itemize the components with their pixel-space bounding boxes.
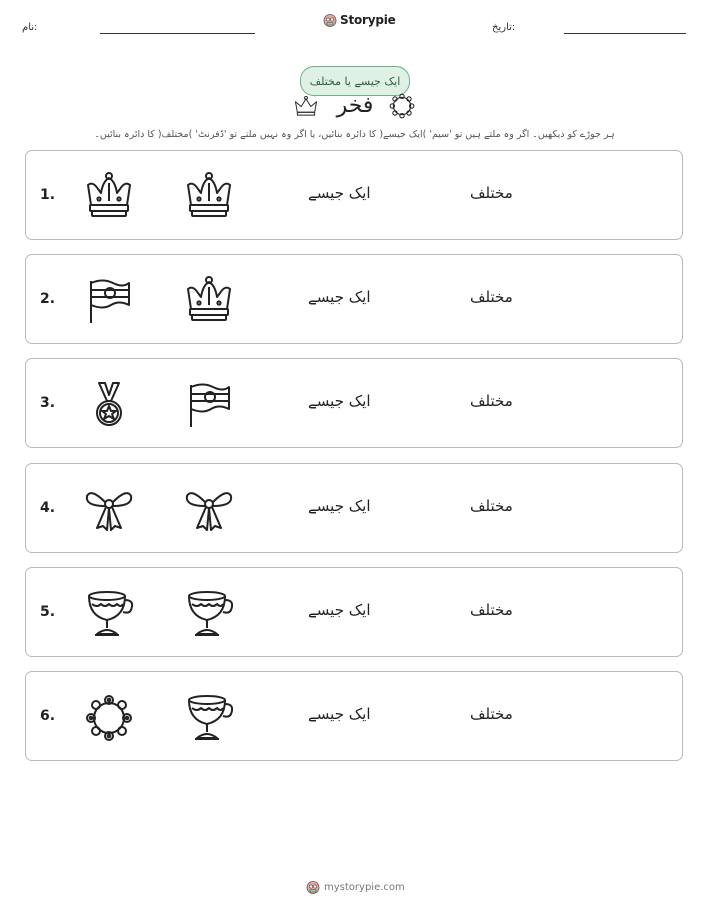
question-row (25, 254, 683, 344)
question-row (25, 150, 683, 240)
storypie-logo-icon (306, 880, 320, 894)
option-same[interactable]: ایک جیسے (308, 288, 371, 306)
wreath-icon (388, 92, 416, 120)
trophy-cup-icon (183, 692, 235, 742)
trophy-cup-icon (183, 588, 235, 638)
crown-icon (83, 171, 135, 221)
medal-icon (83, 379, 135, 429)
option-same[interactable]: ایک جیسے (308, 497, 371, 515)
question-number: 4. (40, 500, 56, 516)
option-different[interactable]: مختلف (470, 497, 513, 515)
worksheet-badge: ایک جیسے یا مختلف (300, 66, 410, 96)
name-line[interactable] (100, 33, 255, 34)
date-label: تاریخ: (492, 22, 516, 33)
option-different[interactable]: مختلف (470, 705, 513, 723)
trophy-cup-icon (83, 588, 135, 638)
flag-icon (83, 275, 135, 325)
question-number: 6. (40, 708, 56, 724)
question-number: 5. (40, 604, 56, 620)
option-different[interactable]: مختلف (470, 392, 513, 410)
worksheet-title: فخر (336, 93, 374, 118)
question-row (25, 358, 683, 448)
option-same[interactable]: ایک جیسے (308, 184, 371, 202)
brand (323, 13, 396, 27)
storypie-logo-icon (323, 13, 337, 27)
question-number: 2. (40, 291, 56, 307)
footer (306, 880, 405, 894)
wreath-icon (83, 692, 135, 742)
bow-icon (183, 484, 235, 534)
option-same[interactable]: ایک جیسے (308, 392, 371, 410)
question-number: 3. (40, 395, 56, 411)
question-number: 1. (40, 187, 56, 203)
option-different[interactable]: مختلف (470, 601, 513, 619)
option-different[interactable]: مختلف (470, 288, 513, 306)
crown-icon (183, 171, 235, 221)
crown-icon (183, 275, 235, 325)
flag-icon (183, 379, 235, 429)
date-line[interactable] (564, 33, 686, 34)
name-label: نام: (22, 22, 38, 33)
option-same[interactable]: ایک جیسے (308, 601, 371, 619)
option-same[interactable]: ایک جیسے (308, 705, 371, 723)
question-row (25, 671, 683, 761)
brand-name: Storypie (340, 13, 396, 27)
question-row (25, 567, 683, 657)
question-row (25, 463, 683, 553)
bow-icon (83, 484, 135, 534)
instruction-text: ہر جوڑے کو دیکھیں۔ اگر وہ ملتے ہیں تو 'سیم' )ایک جیسے( کا دائرہ بنائیں، یا اگر وہ نہیں ملتے تو 'ڈفرنٹ' )مختلف( کا دائرہ بنائیں۔ (94, 129, 615, 140)
footer-site[interactable]: mystorypie.com (324, 881, 405, 893)
option-different[interactable]: مختلف (470, 184, 513, 202)
